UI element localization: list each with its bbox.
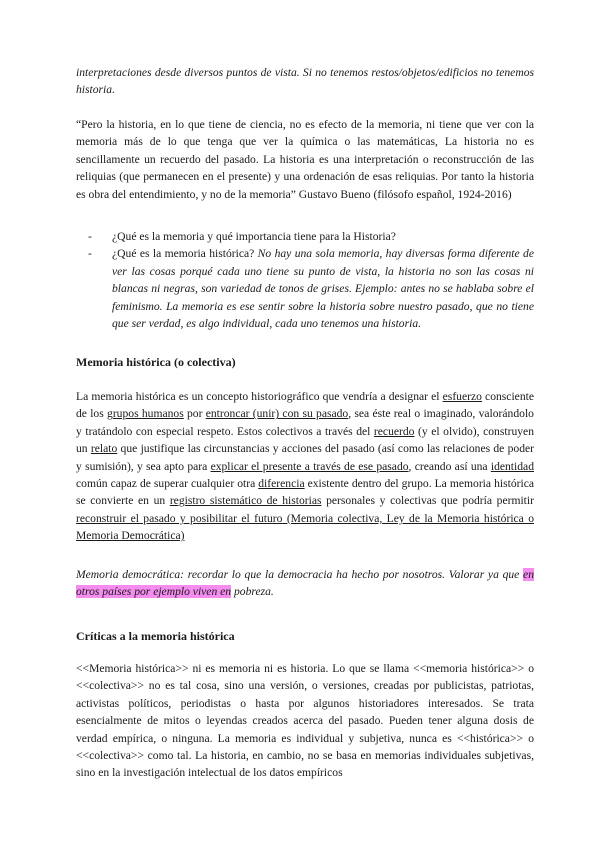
link-esfuerzo[interactable]: esfuerzo: [442, 390, 482, 403]
text-run: personales y colectivas que podría permitir: [321, 494, 534, 508]
text-run: (y el olvido), construyen un: [76, 424, 534, 456]
heading-memoria-historica: Memoria histórica (o colectiva): [76, 355, 236, 369]
heading-criticas: Críticas a la memoria histórica: [76, 629, 235, 643]
link-explicar-presente[interactable]: explicar el presente a través de ese pasado: [210, 459, 409, 473]
answer-text: No hay una sola memoria, hay diversas forma diferente de ver las cosas porqué cada uno tiene su punto de vista, la historia no son las cosas ni blancas ni negras, son variedad de tonos de grises. Ejemplo: antes no se hablaba sobre el feminismo. La memoria es ese sentir sobre la historia sobre nuestro pasado, que no tiene que ser verdad, es algo individual, cada uno tenemos una historia.: [112, 247, 534, 331]
highlighted-text: en otros países por ejemplo viven en: [76, 568, 534, 599]
text-run: , creando así una: [408, 459, 491, 473]
text-run: La memoria histórica es un concepto historiográfico que vendría a designar el: [76, 390, 443, 403]
text-run: consciente de los: [76, 390, 534, 421]
bullet-dash: -: [88, 247, 92, 261]
list-item: [76, 245, 534, 332]
text-run: , sea éste real o imaginado, valorándolo y tratándolo con especial respeto. Estos colectivos a través del: [76, 407, 534, 438]
intro-paragraph: interpretaciones desde diversos puntos de vista. Si no tenemos restos/objetos/edificios no tenemos historia.: [76, 66, 534, 97]
link-registro-sistematico[interactable]: registro sistemático de historias: [169, 494, 322, 508]
text-run: por: [183, 407, 206, 421]
question-text: ¿Qué es la memoria y qué importancia tiene para la Historia?: [112, 230, 396, 243]
list-item: [76, 228, 534, 245]
text-run: común capaz de superar cualquier otra: [76, 477, 259, 491]
memoria-democratica-paragraph: [76, 566, 534, 601]
link-identidad[interactable]: identidad: [490, 459, 534, 473]
link-reconstruir-pasado[interactable]: reconstruir el pasado y posibilitar el futuro (Memoria colectiva, Ley de la Memoria histórica o Memoria Democrática): [76, 511, 534, 543]
question-text: ¿Qué es la memoria histórica?: [112, 247, 258, 261]
memoria-historica-paragraph: [76, 388, 534, 545]
text-run: pobreza.: [231, 585, 274, 599]
question-list: [76, 228, 534, 332]
text-run: que justifique las circunstancias y acciones del pasado (así como las relaciones de poder y sumisión), y sea apto para: [76, 442, 534, 473]
criticas-paragraph: <<Memoria histórica>> ni es memoria ni es historia. Lo que se llama <<memoria histórica>> o <<colectiva>> no es tal cosa, sino una versión, o versiones, creadas por publicistas, patriotas, activistas políticos, periodistas o hasta por algunos historiadores interesados. Se trata esencialmente de mitos o leyendas creados acerca del pasado. Pueden tener alguna dosis de verdad empírica, o ninguna. La memoria es individual y subjetiva, nunca es <<histórica>> o <<colectiva>> como tal. La historia, en cambio, no se basa en memorias individuales subjetivas, sino en la investigación intelectual de los datos empíricos: [76, 662, 534, 780]
link-relato[interactable]: relato: [90, 442, 118, 456]
text-run: existente dentro del grupo. La memoria histórica se convierte en un: [76, 477, 534, 508]
link-recuerdo[interactable]: recuerdo: [373, 424, 415, 438]
link-diferencia[interactable]: diferencia: [258, 477, 305, 491]
bueno-quote-paragraph: “Pero la historia, en lo que tiene de ciencia, no es efecto de la memoria, ni tiene que ver con la memoria más de lo que tenga que ver la química o las matemáticas, La historia no es sencillamente un recuerdo del pasado. La historia es una interpretación o reconstrucción de las reliquias (que permanecen en el presente) y una ordenación de esas reliquias. Por tanto la historia es obra del entendimiento, y no de la memoria” Gustavo Bueno (filósofo español, 1924-2016): [76, 118, 534, 201]
link-grupos-humanos[interactable]: grupos humanos: [107, 407, 184, 421]
text-run: Memoria democrática: recordar lo que la democracia ha hecho por nosotros. Valorar ya que: [76, 568, 524, 581]
bullet-dash: -: [88, 230, 92, 243]
link-entroncar[interactable]: entroncar (unir) con su pasado: [205, 407, 349, 421]
